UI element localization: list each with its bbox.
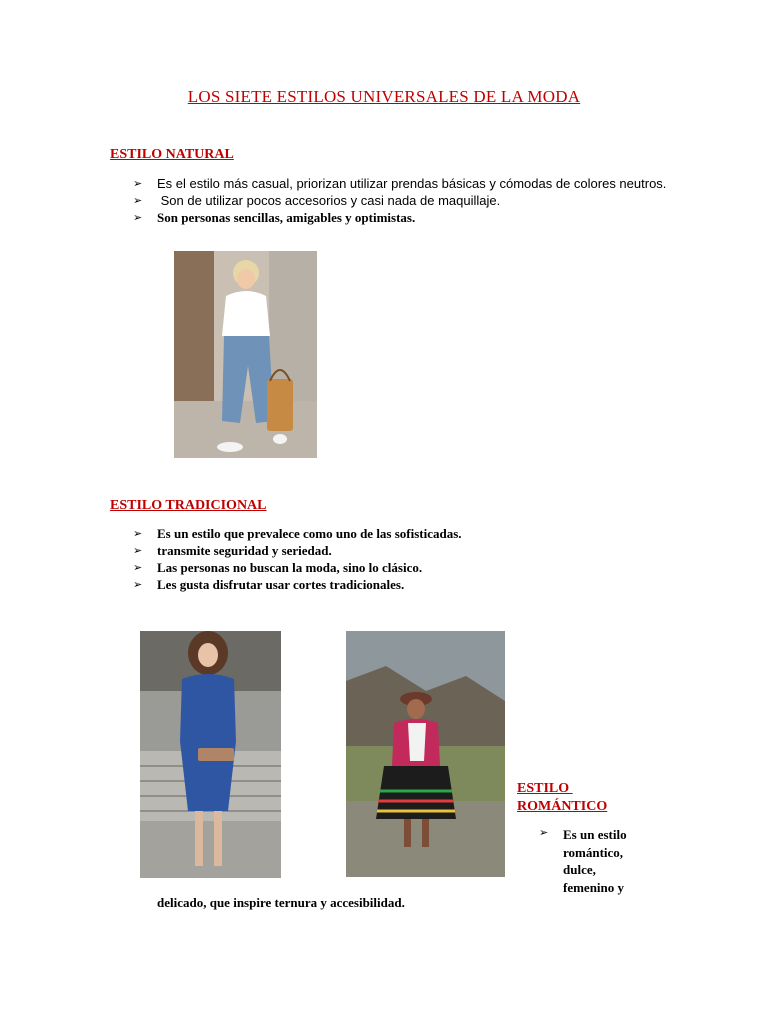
tradicional-bullet-list [133,525,462,593]
list-item: ➢ Las personas no buscan la moda, sino lo clásico. [133,560,423,575]
romantico-bullet-text: Es un estilo romántico, dulce, femenino y [563,827,627,895]
list-item: ➢ Es el estilo más casual, priorizan utilizar prendas básicas y cómodas de colores neutros. [133,176,667,191]
list-item: ➢ Es un estilo que prevalece como uno de las sofisticadas. [133,526,462,541]
arrow-bullet-icon: ➢ [133,544,143,557]
romantico-continuation-text: delicado, que inspire ternura y accesibilidad. [157,895,405,910]
arrow-bullet-icon: ➢ [133,561,143,574]
traditional-dress-photo [346,631,505,877]
natural-bullet-list [133,175,666,226]
list-item: ➢ transmite seguridad y seriedad. [133,543,332,558]
page-title: LOS SIETE ESTILOS UNIVERSALES DE LA MODA [187,87,581,106]
arrow-bullet-icon: ➢ [133,527,143,540]
list-item: ➢ Son personas sencillas, amigables y optimistas. [133,210,416,225]
list-item: ➢ Son de utilizar pocos accesorios y casi nada de maquillaje. [133,193,501,208]
tradicional-style-photo [140,631,281,878]
section-heading-natural: ESTILO NATURAL [110,147,234,162]
arrow-bullet-icon: ➢ [133,211,143,224]
arrow-bullet-icon: ➢ [133,194,143,207]
arrow-bullet-icon: ➢ [539,826,549,839]
natural-style-photo [174,251,317,458]
arrow-bullet-icon: ➢ [133,578,143,591]
section-heading-romantico: ESTILO ROMÁNTICO [517,781,608,814]
arrow-bullet-icon: ➢ [133,177,143,190]
section-heading-tradicional: ESTILO TRADICIONAL [110,498,267,513]
list-item: ➢ Les gusta disfrutar usar cortes tradicionales. [133,577,405,592]
